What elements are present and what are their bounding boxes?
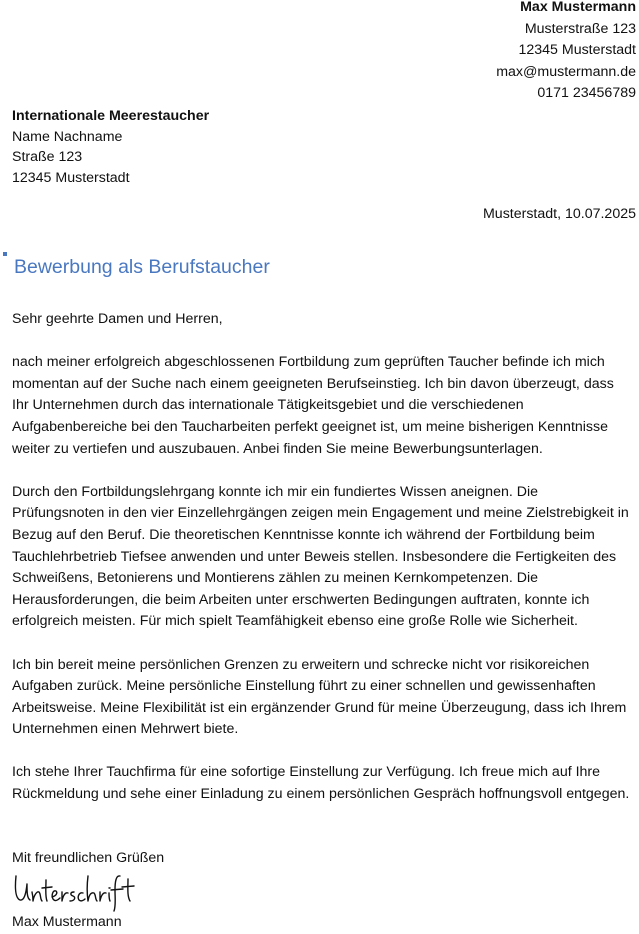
salutation: Sehr geehrte Damen und Herren,: [12, 311, 223, 327]
handwritten-signature: [12, 870, 137, 912]
closing: Mit freundlichen Grüßen: [12, 850, 165, 866]
subject-marker: [3, 252, 7, 256]
letter-body: [12, 309, 634, 827]
sender-address: [496, 0, 636, 105]
sender-city: 12345 Musterstadt: [518, 42, 636, 58]
paragraph: Ich stehe Ihrer Tauchfirma für eine sofortige Einstellung zur Verfügung. Ich freue mich auf Ihre Rückmeldung und sehe einer Einladung zu einem persönlichen Gespräch hoffnungsvoll entgegen.: [12, 764, 630, 803]
recipient-company: Internationale Meerestaucher: [12, 108, 210, 124]
sender-street: Musterstraße 123: [524, 20, 636, 37]
letter-subject: Bewerbung als Berufstaucher: [14, 256, 270, 278]
recipient-street: Straße 123: [12, 149, 83, 165]
paragraph: Ich bin bereit meine persönlichen Grenzen zu erweitern und schrecke nicht vor risikoreichen Aufgaben zurück. Meine persönliche Einstellung führt zu einer schnellen und gewissenhaften Arbeitsweise. Meine Flexibilität ist ein ergänzender Grund für meine Überzeugung, dass ich Ihrem Unternehmen einen Mehrwert biete.: [12, 656, 627, 738]
sender-name: Max Mustermann: [520, 0, 636, 15]
paragraph: Durch den Fortbildungslehrgang konnte ich mir ein fundiertes Wissen aneignen. Die Prüfungsnoten in den vier Einzellehrgängen zeigen mein Engagement und meine Zielstrebigkeit in Bezug auf den Beruf. Die theoretischen Kenntnisse konnte ich während der Fortbildung beim Tauchlehrbetrieb Tiefsee anwenden und unter Beweis stellen. Insbesondere die Fertigkeiten des Schweißens, Betonierens und Montierens zählen zu meinen Kernkompetenzen. Die Herausforderungen, die beim Arbeiten unter erschwerten Bedingungen auftraten, konnte ich erfolgreich meisten. Für mich spielt Teamfähigkeit ebenso eine große Rolle wie Sicherheit.: [12, 483, 629, 630]
recipient-contact: Name Nachname: [12, 128, 123, 145]
sender-phone: 0171 23456789: [537, 85, 636, 101]
recipient-city: 12345 Musterstadt: [12, 169, 130, 186]
letter-date: Musterstadt, 10.07.2025: [482, 206, 636, 222]
signer-name: Max Mustermann: [12, 914, 122, 930]
sender-email: max@mustermann.de: [496, 63, 636, 80]
recipient-address: [12, 106, 209, 188]
paragraph: nach meiner erfolgreich abgeschlossenen Fortbildung zum geprüften Taucher befinde ich mich momentan auf der Suche nach einem geeigneten Berufseinstieg. Ich bin davon überzeugt, dass Ihr Unternehmen durch das internationale Tätigkeitsgebiet und die verschiedenen Aufgabenbereiche bei den Taucharbeiten perfekt geeignet ist, um meine bisherigen Kenntnisse weiter zu vertiefen und auszubauen. Anbei finden Sie meine Bewerbungsunterlagen.: [12, 354, 614, 457]
